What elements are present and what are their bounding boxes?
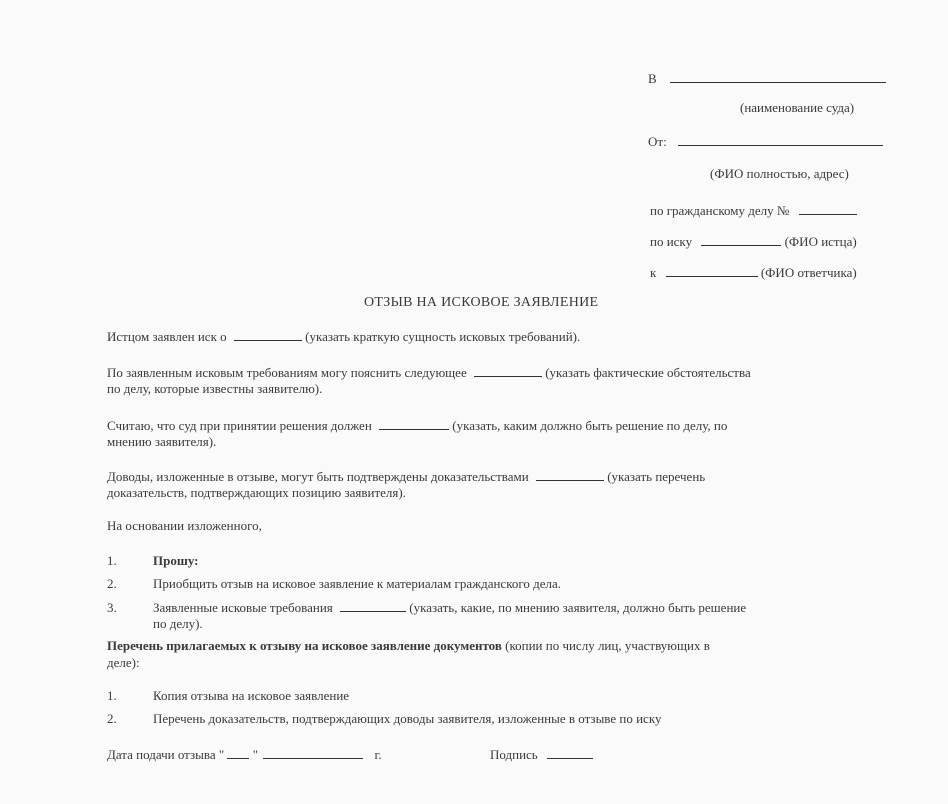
paragraph-basis: На основании изложенного, xyxy=(107,518,262,533)
date-label: Дата подачи отзыва " xyxy=(107,747,225,762)
explanation-blank xyxy=(474,364,542,377)
court-hint: (наименование суда) xyxy=(740,100,855,115)
request-item-3-line2: по делу). xyxy=(153,616,203,631)
request-blank xyxy=(340,599,406,612)
addressee-line xyxy=(648,70,886,87)
request-text: Приобщить отзыв на исковое заявление к материалам гражданского дела. xyxy=(153,576,562,591)
paragraph-explanation-line2: по делу, которые известны заявителю). xyxy=(107,381,323,396)
decision-text: Считаю, что суд при принятии решения должен xyxy=(107,418,372,433)
from-label: От: xyxy=(648,134,667,149)
plaintiff-blank xyxy=(701,233,781,246)
paragraph-evidence-line2: доказательств, подтверждающих позицию заявителя). xyxy=(107,485,406,500)
case-line xyxy=(650,202,857,219)
request-item-3 xyxy=(107,599,746,616)
request-number: 3. xyxy=(107,600,117,615)
plaintiff-prefix: по иску xyxy=(650,234,693,249)
paragraph-decision-line2: мнению заявителя). xyxy=(107,434,217,449)
defendant-blank xyxy=(666,264,758,277)
sender-line xyxy=(648,133,883,150)
signature-line xyxy=(490,746,593,763)
defendant-prefix: к xyxy=(650,265,657,280)
signature-label: Подпись xyxy=(490,747,538,762)
attachment-number: 1. xyxy=(107,688,117,703)
request-text: Прошу: xyxy=(153,553,199,568)
year-label: г. xyxy=(374,747,382,762)
decision-hint: (указать, каким должно быть решение по делу, по xyxy=(452,418,728,433)
date-quote: " xyxy=(252,747,258,762)
defendant-hint: (ФИО ответчика) xyxy=(760,265,857,280)
case-label: по гражданскому делу № xyxy=(650,203,790,218)
sender-blank xyxy=(678,133,883,146)
month-blank xyxy=(263,746,363,759)
signature-blank xyxy=(547,746,593,759)
attachments-heading-bold: Перечень прилагаемых к отзыву на исковое заявление документов xyxy=(107,638,502,653)
court-blank xyxy=(670,70,886,83)
evidence-blank xyxy=(536,468,604,481)
attachments-heading-note: (копии по числу лиц, участвующих в xyxy=(505,638,710,653)
request-number: 1. xyxy=(107,553,117,568)
plaintiff-line xyxy=(650,233,857,250)
paragraph-decision-line1 xyxy=(107,417,727,434)
explanation-text: По заявленным исковым требованиям могу пояснить следующее xyxy=(107,365,467,380)
claim-hint: (указать краткую сущность исковых требований). xyxy=(305,329,581,344)
paragraph-claim xyxy=(107,328,580,345)
request-item-2 xyxy=(107,576,561,592)
evidence-text: Доводы, изложенные в отзыве, могут быть подтверждены доказательствами xyxy=(107,469,529,484)
request-text: Заявленные исковые требования xyxy=(153,600,333,615)
sender-hint: (ФИО полностью, адрес) xyxy=(710,166,849,181)
attachments-heading xyxy=(107,638,710,654)
attachment-item-2 xyxy=(107,711,661,727)
document-title: ОТЗЫВ НА ИСКОВОЕ ЗАЯВЛЕНИЕ xyxy=(364,295,599,310)
submission-date-line xyxy=(107,746,382,763)
decision-blank xyxy=(379,417,449,430)
plaintiff-hint: (ФИО истца) xyxy=(784,234,857,249)
to-label: В xyxy=(648,71,657,86)
claim-blank xyxy=(234,328,302,341)
request-hint: (указать, какие, по мнению заявителя, должно быть решение xyxy=(409,600,747,615)
request-item-1 xyxy=(107,553,198,569)
attachment-text: Копия отзыва на исковое заявление xyxy=(153,688,350,703)
paragraph-explanation-line1 xyxy=(107,364,751,381)
paragraph-evidence-line1 xyxy=(107,468,705,485)
explanation-hint: (указать фактические обстоятельства xyxy=(545,365,751,380)
defendant-line xyxy=(650,264,857,281)
attachment-number: 2. xyxy=(107,711,117,726)
attachment-text: Перечень доказательств, подтверждающих доводы заявителя, изложенные в отзыве по иску xyxy=(153,711,662,726)
day-blank xyxy=(227,746,249,759)
case-number-blank xyxy=(799,202,857,215)
attachment-item-1 xyxy=(107,688,349,704)
claim-text: Истцом заявлен иск о xyxy=(107,329,227,344)
request-number: 2. xyxy=(107,576,117,591)
evidence-hint: (указать перечень xyxy=(607,469,706,484)
attachments-heading-line2: деле): xyxy=(107,655,140,670)
